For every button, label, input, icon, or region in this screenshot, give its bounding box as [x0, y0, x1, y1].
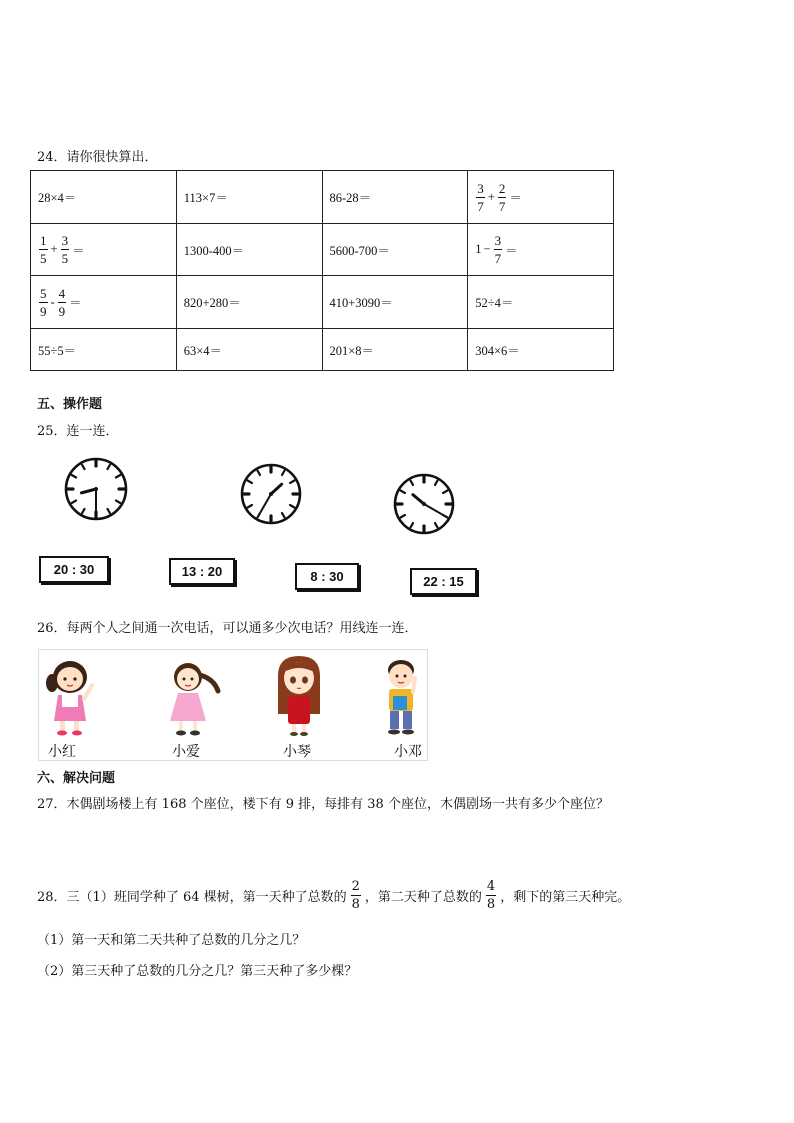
- fraction-denominator: 7: [477, 198, 484, 214]
- fraction: [39, 234, 48, 265]
- calc-cell: [176, 171, 322, 224]
- calc-row: [31, 224, 614, 276]
- calc-cell: [468, 329, 614, 371]
- fraction: [498, 182, 507, 213]
- girl-xiaoqin-illustration: [274, 654, 324, 738]
- fraction-numerator: 3: [494, 233, 502, 248]
- calc-expression: 1300-400＝: [183, 243, 245, 258]
- fraction: [61, 234, 70, 265]
- q28-sub1: （1）第一天和第二天共种了总数的几分之几？: [37, 933, 306, 948]
- clock-center: [94, 487, 98, 491]
- equals-sign: ＝: [72, 243, 85, 258]
- calc-expression: 52÷4＝: [475, 296, 514, 310]
- equals-sign: ＝: [505, 243, 518, 258]
- q28-fraction-1-den: 8: [351, 897, 360, 912]
- q28-fraction-1: [351, 880, 361, 911]
- q28-fraction-2: [486, 880, 496, 911]
- calc-expression: 201×8＝: [329, 343, 375, 358]
- equals-sign: ＝: [509, 191, 522, 205]
- calc-expression: 55÷5＝: [38, 343, 77, 358]
- fraction-numerator: 4: [58, 285, 66, 301]
- clock-3: [389, 472, 459, 536]
- calc-expression: 820+280＝: [183, 296, 241, 310]
- boy-xiaodeng-illustration: [379, 656, 425, 740]
- whole-number: 1: [475, 242, 482, 256]
- section-6-heading: 六、解决问题: [37, 771, 116, 786]
- q28-part2: ，第二天种了总数的: [364, 890, 482, 905]
- fraction: [476, 182, 485, 213]
- calc-expression: 410+3090＝: [329, 296, 393, 310]
- calc-expression: 28×4＝: [38, 191, 77, 205]
- fraction: [494, 234, 503, 265]
- q28-part3: ，剩下的第三天种完。: [500, 890, 631, 905]
- fraction-denominator: 5: [61, 251, 69, 266]
- fraction-numerator: 2: [498, 180, 506, 196]
- calc-cell: [176, 224, 322, 276]
- q24-title: 24．请你很快算出．: [37, 150, 158, 165]
- calc-cell: [31, 224, 177, 276]
- operator: −: [483, 242, 491, 256]
- kid-name-4: 小邓: [394, 744, 422, 760]
- calc-cell: [322, 224, 468, 276]
- q28-sub2: （2）第三天种了总数的几分之几？第三天种了多少棵？: [37, 964, 358, 979]
- operator: +: [487, 189, 495, 204]
- fraction-denominator: 9: [40, 303, 47, 319]
- time-card-2: 13 : 20: [169, 558, 235, 585]
- calc-cell: [468, 224, 614, 276]
- calc-cell: [176, 276, 322, 329]
- calc-expression: [475, 234, 517, 265]
- clock-center: [422, 502, 426, 506]
- calc-cell: [468, 276, 614, 329]
- q28-fraction-2-num: 4: [486, 879, 496, 894]
- q25-title: 25．连一连．: [37, 424, 119, 439]
- calc-expression: 63×4＝: [183, 343, 223, 358]
- time-card-3: 8 : 30: [295, 563, 359, 590]
- fraction-numerator: 3: [477, 180, 484, 196]
- calc-expression: [475, 182, 522, 213]
- calc-cell: [31, 276, 177, 329]
- q28-fraction-2-den: 8: [486, 897, 496, 912]
- calc-cell: [176, 329, 322, 371]
- fraction: [39, 287, 48, 318]
- calc-expression: 113×7＝: [183, 191, 228, 205]
- clock-2: [237, 462, 305, 526]
- q28-fraction-1-num: 2: [351, 879, 360, 894]
- kid-name-1: 小红: [48, 744, 76, 760]
- fraction-denominator: 7: [494, 251, 502, 266]
- operator: +: [50, 242, 58, 256]
- q27-text: 27．木偶剧场楼上有 168 个座位，楼下有 9 排，每排有 38 个座位，木偶剧场一共有多少个座位？: [37, 797, 609, 812]
- calc-expression: [38, 234, 85, 265]
- calc-cell: [322, 276, 468, 329]
- equals-sign: ＝: [69, 296, 82, 310]
- calc-cell: [322, 329, 468, 371]
- fraction-numerator: 1: [40, 233, 47, 248]
- fraction: [58, 287, 67, 318]
- q28-part1: 28．三（1）班同学种了 64 棵树，第一天种了总数的: [37, 890, 347, 905]
- calc-expression: [38, 287, 82, 318]
- fraction-numerator: 3: [61, 233, 69, 248]
- q26-title: 26．每两个人之间通一次电话，可以通多少次电话？用线连一连．: [37, 621, 418, 636]
- clock-center: [269, 492, 273, 496]
- calc-cell: [31, 171, 177, 224]
- section-5-heading: 五、操作题: [37, 397, 103, 412]
- clock-1: [60, 456, 132, 522]
- q28-text: [37, 880, 630, 911]
- kid-name-2: 小爱: [172, 744, 200, 760]
- girl-xiaohong-illustration: [40, 655, 100, 737]
- calc-row: [31, 171, 614, 224]
- calc-cell: [468, 171, 614, 224]
- calc-cell: [322, 171, 468, 224]
- calc-row: [31, 329, 614, 371]
- calc-expression: 86-28＝: [329, 191, 372, 205]
- fraction-numerator: 5: [40, 285, 47, 301]
- kid-name-3: 小琴: [283, 744, 311, 760]
- fraction-denominator: 9: [58, 303, 66, 319]
- fraction-denominator: 5: [40, 251, 47, 266]
- time-card-1: 20 : 30: [39, 556, 109, 583]
- calc-expression: 304×6＝: [475, 343, 520, 358]
- calc-row: [31, 276, 614, 329]
- time-card-4: 22 : 15: [410, 568, 477, 595]
- operator: -: [50, 294, 55, 309]
- girl-xiaoai-illustration: [162, 657, 222, 739]
- calc-cell: [31, 329, 177, 371]
- calc-table: [30, 170, 614, 371]
- calc-expression: 5600-700＝: [329, 243, 390, 258]
- fraction-denominator: 7: [498, 198, 506, 214]
